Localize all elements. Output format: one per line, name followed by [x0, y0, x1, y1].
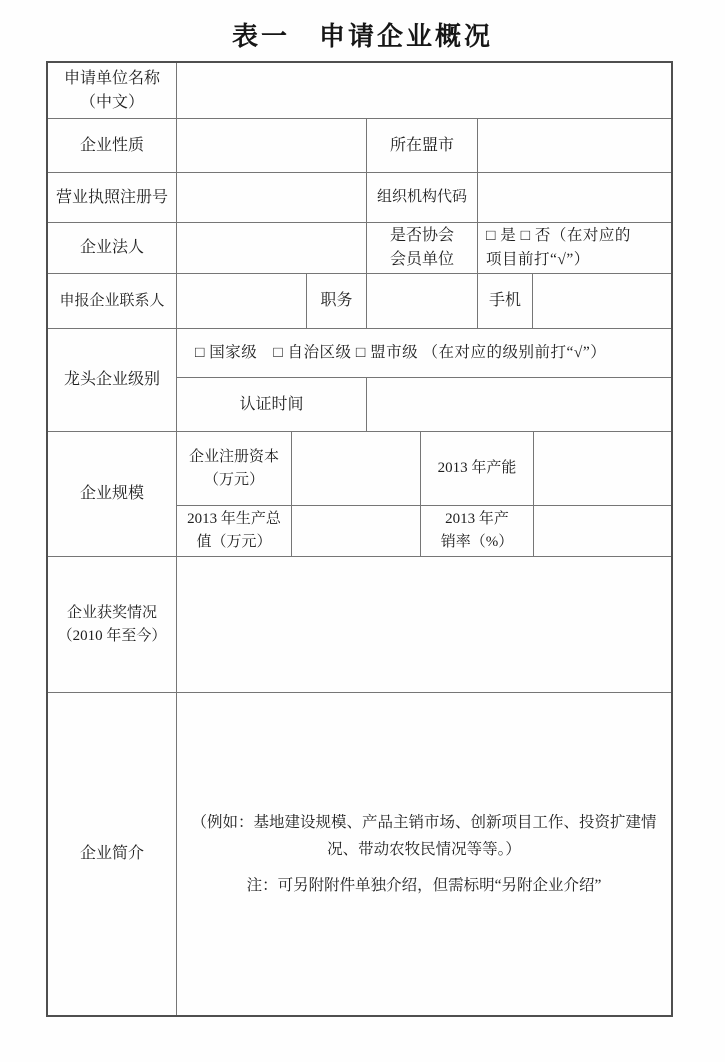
- label-text: 企业性质: [79, 136, 144, 154]
- league-city-label: [367, 119, 478, 173]
- reg-capital-field: [292, 432, 421, 506]
- note-text: 注：可另附附件单独介绍，但需标明“另附企业介绍”: [246, 877, 602, 894]
- label-text: 申报企业联系人: [59, 292, 165, 309]
- awards-field: [177, 557, 671, 693]
- capacity-2013-label: [421, 432, 534, 506]
- org-code-label: [367, 173, 478, 223]
- business-license-field: [177, 173, 367, 223]
- label-lines: [187, 508, 281, 554]
- label-text: 2013 年产能: [437, 460, 517, 476]
- position-label: [307, 274, 367, 329]
- reg-capital-label: [177, 432, 292, 506]
- example-line: 况、带动农牧民情况等等。）: [327, 841, 521, 858]
- cert-time-field: [367, 378, 671, 432]
- contact-person-field: [177, 274, 307, 329]
- position-field: [367, 274, 478, 329]
- applicant-name-label: [48, 63, 177, 119]
- label-lines: [58, 602, 167, 648]
- capacity-2013-field: [534, 432, 671, 506]
- label-lines: [390, 224, 454, 272]
- cert-time-label: [177, 378, 367, 432]
- label-text: 营业执照注册号: [55, 188, 168, 206]
- association-member-options: [478, 223, 671, 274]
- legal-person-field: [177, 223, 367, 274]
- leading-level-options: [177, 329, 671, 378]
- awards-label: [48, 557, 177, 693]
- label-text: 手机: [488, 292, 521, 309]
- label-line: 值（万元）: [196, 534, 272, 550]
- enterprise-nature-label: [48, 119, 177, 173]
- mobile-label: [478, 274, 533, 329]
- label-line: 企业注册资本: [188, 448, 279, 465]
- applicant-name-field: [177, 63, 671, 119]
- example-line: （例如：基地建设规模、产品主销市场、创新项目工作、投资扩建情: [191, 814, 657, 831]
- mobile-field: [533, 274, 671, 329]
- label-line: 申请单位名称: [63, 69, 160, 87]
- page-title: 表一 申请企业概况: [231, 22, 493, 51]
- output-2013-field: [292, 506, 421, 557]
- label-line: （2010 年至今）: [57, 627, 167, 644]
- label-line: 2013 年产: [445, 511, 509, 527]
- label-lines: [189, 446, 279, 492]
- output-2013-label: [177, 506, 292, 557]
- label-text: 职务: [320, 292, 353, 309]
- label-text: 认证时间: [239, 395, 304, 413]
- label-line: 销率（%）: [440, 534, 514, 550]
- sales-rate-2013-label: [421, 506, 534, 557]
- option-line: □ 是 □ 否（在对应的: [486, 227, 631, 244]
- option-line: 项目前打“√”）: [486, 251, 590, 268]
- sales-rate-2013-field: [534, 506, 671, 557]
- label-line: 是否协会: [389, 227, 454, 244]
- org-code-field: [478, 173, 671, 223]
- label-line: （万元）: [203, 471, 264, 488]
- label-text: 组织机构代码: [376, 189, 467, 205]
- enterprise-scale-label: [48, 432, 177, 557]
- checkbox-options: [486, 224, 631, 272]
- leading-level-label: [48, 329, 177, 432]
- label-line: 会员单位: [389, 251, 454, 268]
- association-member-label: [367, 223, 478, 274]
- label-line: 企业获奖情况: [66, 604, 157, 621]
- label-lines: [441, 508, 514, 554]
- label-text: 企业法人: [79, 239, 144, 256]
- label-text: 企业规模: [79, 485, 144, 502]
- label-lines: [64, 67, 160, 115]
- label-text: 企业简介: [79, 845, 144, 862]
- contact-person-label: [48, 274, 177, 329]
- label-text: 龙头企业级别: [63, 371, 160, 388]
- form-table: [46, 61, 673, 1017]
- label-text: 所在盟市: [389, 136, 454, 154]
- example-text: [191, 809, 656, 863]
- checkbox-options: □ 国家级 □ 自治区级 □ 盟市级 （在对应的级别前打“√”）: [195, 344, 607, 361]
- label-line: 2013 年生产总: [187, 511, 281, 527]
- league-city-field: [478, 119, 671, 173]
- legal-person-label: [48, 223, 177, 274]
- business-license-label: [48, 173, 177, 223]
- profile-content: [177, 693, 671, 1015]
- enterprise-nature-field: [177, 119, 367, 173]
- label-line: （中文）: [79, 93, 144, 111]
- profile-label: [48, 693, 177, 1015]
